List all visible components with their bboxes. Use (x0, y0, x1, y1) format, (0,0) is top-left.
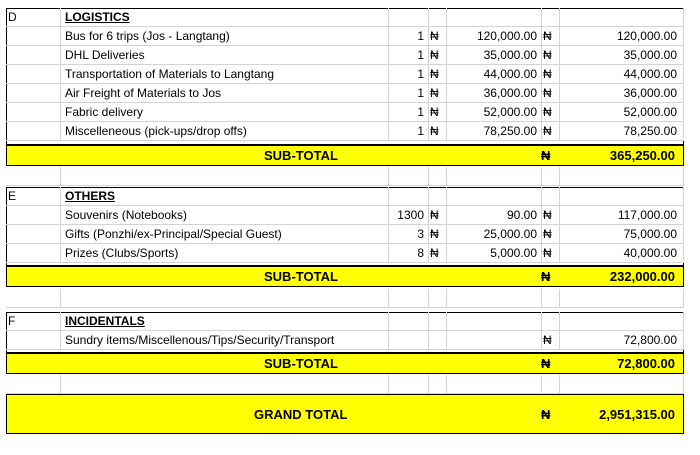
naira-sign: ₦ (429, 65, 447, 84)
subtotal-row[interactable] (6, 145, 684, 166)
naira-sign: ₦ (541, 356, 551, 371)
naira-sign: ₦ (542, 65, 560, 84)
table-row[interactable] (6, 225, 684, 244)
table-row[interactable] (6, 122, 684, 141)
item-amount: 72,800.00 (560, 331, 684, 350)
naira-sign (429, 331, 447, 350)
naira-sign: ₦ (429, 122, 447, 141)
naira-sign: ₦ (542, 206, 560, 225)
item-quantity: 1300 (389, 206, 429, 225)
item-quantity: 1 (389, 65, 429, 84)
section-header-row[interactable] (6, 8, 684, 27)
item-description: Miscelleneous (pick-ups/drop offs) (61, 122, 389, 141)
grand-total-row[interactable] (6, 394, 684, 434)
item-rate: 36,000.00 (447, 84, 542, 103)
item-rate: 35,000.00 (447, 46, 542, 65)
naira-sign: ₦ (429, 103, 447, 122)
item-amount: 78,250.00 (560, 122, 684, 141)
row-code (6, 331, 61, 350)
naira-sign: ₦ (542, 27, 560, 46)
section-code: F (6, 312, 61, 331)
item-quantity (389, 331, 429, 350)
grand-total-label: GRAND TOTAL (254, 406, 348, 422)
row-code (6, 225, 61, 244)
section-header-row[interactable] (6, 312, 684, 331)
naira-sign: ₦ (429, 206, 447, 225)
table-row[interactable] (6, 46, 684, 65)
section-title: OTHERS (61, 187, 389, 206)
row-code (6, 84, 61, 103)
naira-sign: ₦ (429, 225, 447, 244)
item-description: Souvenirs (Notebooks) (61, 206, 389, 225)
item-description: Sundry items/Miscellenous/Tips/Security/Transport (61, 331, 389, 350)
naira-sign: ₦ (541, 148, 551, 163)
naira-sign: ₦ (542, 46, 560, 65)
section-header-row[interactable] (6, 187, 684, 206)
item-amount: 40,000.00 (560, 244, 684, 263)
item-rate: 90.00 (447, 206, 542, 225)
subtotal-label: SUB-TOTAL (264, 269, 338, 284)
subtotal-label: SUB-TOTAL (264, 148, 338, 163)
item-quantity: 1 (389, 122, 429, 141)
item-rate (447, 331, 542, 350)
naira-sign: ₦ (429, 244, 447, 263)
section-code: D (6, 8, 61, 27)
naira-sign: ₦ (542, 84, 560, 103)
item-amount: 36,000.00 (560, 84, 684, 103)
item-amount: 75,000.00 (560, 225, 684, 244)
naira-sign: ₦ (542, 244, 560, 263)
table-row[interactable] (6, 65, 684, 84)
item-quantity: 1 (389, 46, 429, 65)
item-description: Transportation of Materials to Langtang (61, 65, 389, 84)
row-code (6, 46, 61, 65)
item-amount: 117,000.00 (560, 206, 684, 225)
item-quantity: 1 (389, 103, 429, 122)
naira-sign: ₦ (429, 84, 447, 103)
section-code: E (6, 187, 61, 206)
spacer-row (6, 289, 684, 308)
subtotal-amount: 72,800.00 (617, 356, 675, 371)
table-row[interactable] (6, 84, 684, 103)
naira-sign: ₦ (542, 331, 560, 350)
item-rate: 25,000.00 (447, 225, 542, 244)
naira-sign: ₦ (542, 122, 560, 141)
naira-sign: ₦ (542, 225, 560, 244)
row-code (6, 103, 61, 122)
item-rate: 5,000.00 (447, 244, 542, 263)
section-title: LOGISTICS (61, 8, 389, 27)
item-quantity: 3 (389, 225, 429, 244)
row-code (6, 206, 61, 225)
grand-total-amount: 2,951,315.00 (599, 406, 675, 422)
subtotal-row[interactable] (6, 266, 684, 287)
item-rate: 52,000.00 (447, 103, 542, 122)
item-amount: 120,000.00 (560, 27, 684, 46)
item-rate: 120,000.00 (447, 27, 542, 46)
row-code (6, 65, 61, 84)
item-description: Gifts (Ponzhi/ex-Principal/Special Guest) (61, 225, 389, 244)
item-quantity: 1 (389, 84, 429, 103)
item-description: Bus for 6 trips (Jos - Langtang) (61, 27, 389, 46)
naira-sign: ₦ (429, 46, 447, 65)
row-code (6, 122, 61, 141)
subtotal-row[interactable] (6, 353, 684, 374)
table-row[interactable] (6, 103, 684, 122)
row-code (6, 27, 61, 46)
naira-sign: ₦ (541, 269, 551, 284)
spacer-row (6, 375, 684, 394)
naira-sign: ₦ (542, 103, 560, 122)
item-quantity: 1 (389, 27, 429, 46)
table-row[interactable] (6, 331, 684, 350)
naira-sign: ₦ (541, 406, 551, 422)
table-row[interactable] (6, 27, 684, 46)
naira-sign: ₦ (429, 27, 447, 46)
item-amount: 52,000.00 (560, 103, 684, 122)
item-description: Air Freight of Materials to Jos (61, 84, 389, 103)
item-amount: 35,000.00 (560, 46, 684, 65)
item-description: Prizes (Clubs/Sports) (61, 244, 389, 263)
item-description: Fabric delivery (61, 103, 389, 122)
spacer-row (6, 167, 684, 186)
subtotal-amount: 232,000.00 (609, 269, 675, 284)
section-title: INCIDENTALS (61, 312, 389, 331)
item-amount: 44,000.00 (560, 65, 684, 84)
table-row[interactable] (6, 206, 684, 225)
subtotal-amount: 365,250.00 (609, 148, 675, 163)
item-rate: 44,000.00 (447, 65, 542, 84)
item-description: DHL Deliveries (61, 46, 389, 65)
item-rate: 78,250.00 (447, 122, 542, 141)
subtotal-label: SUB-TOTAL (264, 356, 338, 371)
table-row[interactable] (6, 244, 684, 263)
item-quantity: 8 (389, 244, 429, 263)
row-code (6, 244, 61, 263)
